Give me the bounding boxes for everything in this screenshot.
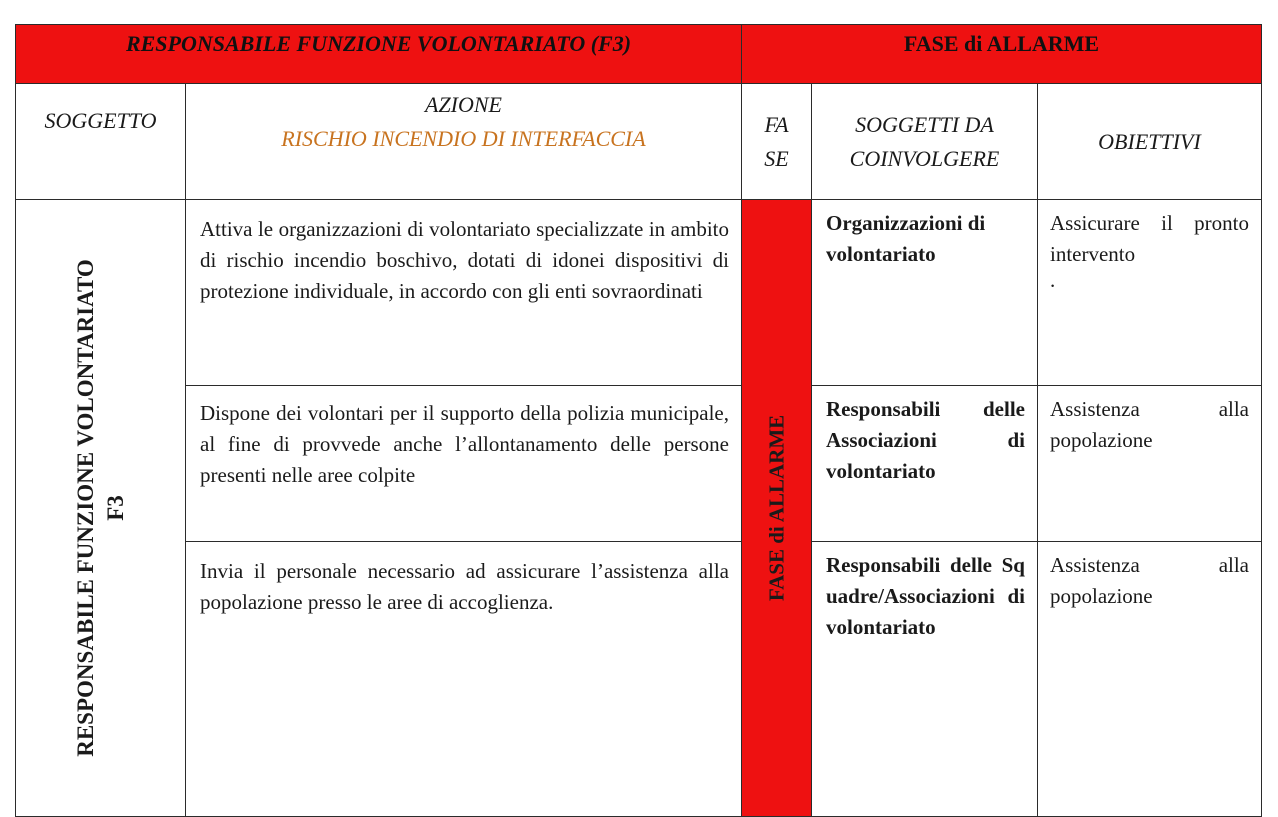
- col-header-obiettivi-label: OBIETTIVI: [1098, 128, 1201, 154]
- obiettivi-cell: [1038, 200, 1262, 386]
- phase-title: FASE di ALLARME: [903, 31, 1100, 56]
- col-header-soggetto: [16, 84, 186, 200]
- phase-title-cell: [742, 25, 1262, 84]
- col-header-fase: [742, 84, 812, 200]
- column-header-row: [16, 84, 1262, 200]
- azione-cell: [186, 200, 742, 386]
- obiettivi-text: Assistenza alla popolazione: [1050, 552, 1249, 608]
- table-title: RESPONSABILE FUNZIONE VOLONTARIATO (F3): [125, 31, 632, 56]
- soggetti-cell: [812, 386, 1038, 541]
- obiettivi-text: Assicurare il pronto intervento: [1050, 211, 1249, 266]
- soggetti-text: Responsabili delle Associazioni di volontariato: [826, 397, 1025, 484]
- col-header-soggetti-line1: SOGGETTI DA: [855, 111, 994, 137]
- soggetti-text: Responsabili delle Squadre/Associazioni di volontariato: [826, 552, 1025, 639]
- azione-cell: [186, 541, 742, 816]
- soggetti-text: Organizzazioni di volontariato: [826, 211, 986, 266]
- table-row: [16, 200, 1262, 386]
- azione-text: Attiva le organizzazioni di volontariato specializzate in ambito di rischio incendio boschivo, dotati di idonei dispositivi di protezione individuale, in accordo con gli enti sovraordinati: [200, 217, 729, 303]
- obiettivi-cell: [1038, 386, 1262, 541]
- col-header-soggetto-label: SOGGETTO: [44, 108, 157, 133]
- soggetti-cell: [812, 200, 1038, 386]
- obiettivi-cell: [1038, 541, 1262, 816]
- obiettivi-text: Assistenza alla popolazione: [1050, 397, 1249, 453]
- obiettivi-extra-mark: .: [1050, 268, 1056, 292]
- table-title-cell: [16, 25, 742, 84]
- azione-cell: [186, 386, 742, 541]
- col-header-azione-label: AZIONE: [425, 92, 502, 117]
- title-row: [16, 25, 1262, 84]
- soggetto-vertical-cell: [16, 200, 186, 817]
- col-header-soggetti-line2: COINVOLGERE: [849, 145, 1000, 171]
- soggetto-vertical-line2: F3: [102, 495, 128, 521]
- azione-text: Dispone dei volontari per il supporto della polizia municipale, al fine di provvede anche l’allontanamento delle persone presenti nelle aree colpite: [200, 401, 729, 488]
- table-row: [16, 386, 1262, 541]
- azione-text: Invia il personale necessario ad assicurare l’assistenza alla popolazione presso le aree di accoglienza.: [200, 558, 729, 614]
- table-row: [16, 541, 1262, 816]
- col-header-fase-line1: FA: [764, 111, 789, 137]
- col-header-soggetti: [812, 84, 1038, 200]
- col-header-azione: [186, 84, 742, 200]
- col-header-azione-subtitle: RISCHIO INCENDIO DI INTERFACCIA: [281, 126, 646, 151]
- soggetti-cell: [812, 541, 1038, 816]
- soggetto-vertical-label: [71, 259, 131, 757]
- col-header-fase-line2: SE: [764, 145, 789, 171]
- fase-vertical-cell: [742, 200, 812, 817]
- fase-vertical-label: FASE di ALLARME: [764, 414, 788, 602]
- soggetto-vertical-line1: RESPONSABILE FUNZIONE VOLONTARIATO: [72, 259, 98, 757]
- col-header-obiettivi: [1038, 84, 1262, 200]
- procedure-table: [15, 24, 1262, 817]
